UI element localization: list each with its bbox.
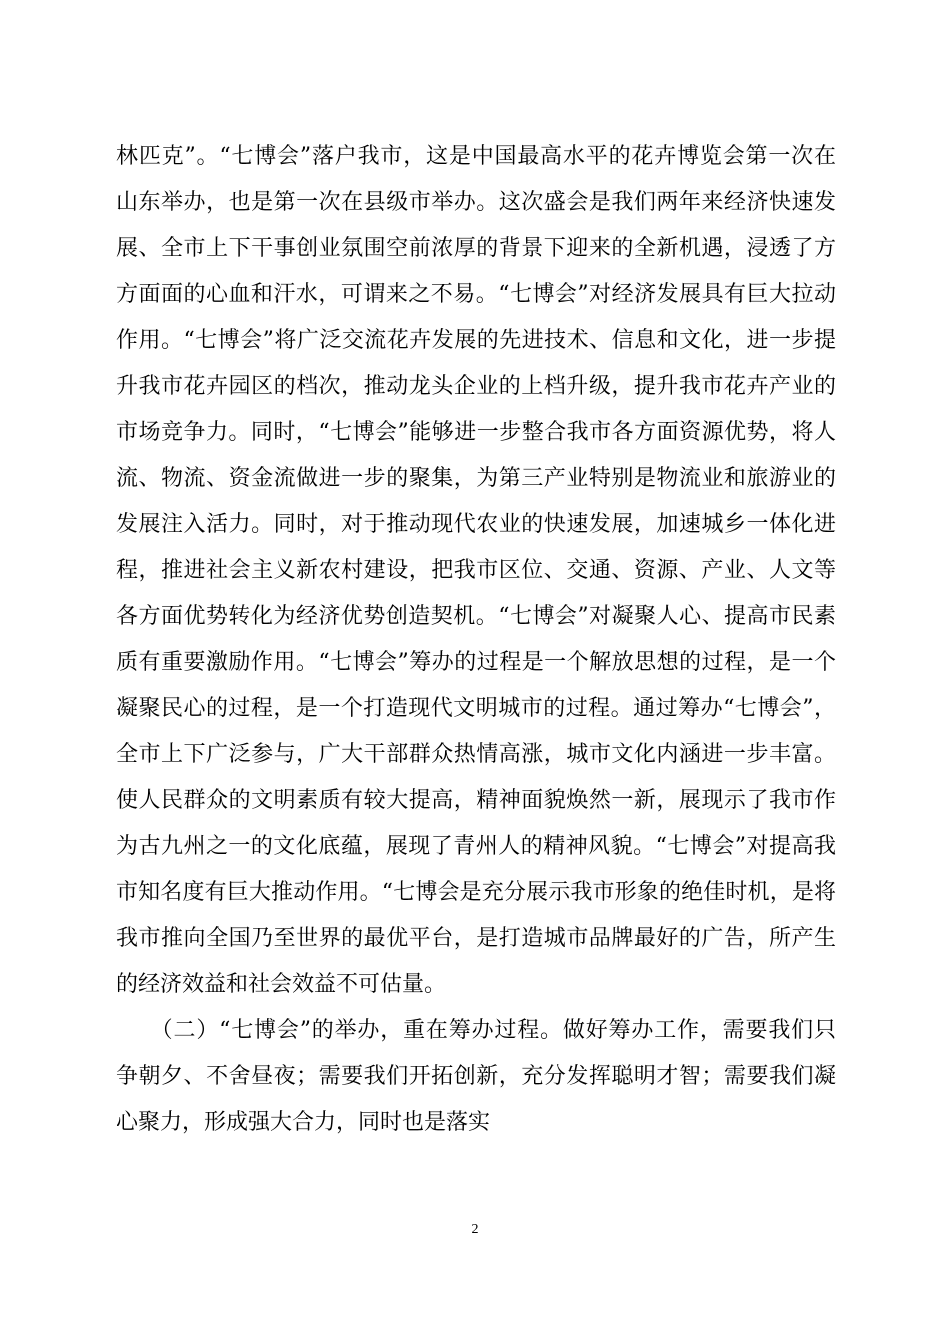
text-line: 流、物流、资金流做进一步的聚集，为第三产业特别是物流业和旅游业的 (116, 466, 836, 491)
text-line: 山东举办，也是第一次在县级市举办。这次盛会是我们两年来经济快速发 (116, 190, 836, 215)
text-line: 使人民群众的文明素质有较大提高，精神面貌焕然一新，展现示了我市作 (116, 788, 836, 813)
text-line: 市场竞争力。同时，“七博会”能够进一步整合我市各方面资源优势，将人 (116, 420, 836, 445)
text-line: 升我市花卉园区的档次，推动龙头企业的上档升级，提升我市花卉产业的 (116, 374, 836, 399)
text-line: 方面面的心血和汗水，可谓来之不易。“七博会”对经济发展具有巨大拉动 (116, 282, 836, 307)
text-line: 林匹克”。“七博会”落户我市，这是中国最高水平的花卉博览会第一次在 (116, 144, 836, 169)
text-line: 为古九州之一的文化底蕴，展现了青州人的精神风貌。“七博会”对提高我 (116, 834, 836, 859)
text-line: 质有重要激励作用。“七博会”筹办的过程是一个解放思想的过程，是一个 (116, 650, 836, 675)
page-number: 2 (471, 1222, 479, 1237)
text-line: 作用。“七博会”将广泛交流花卉发展的先进技术、信息和文化，进一步提 (116, 328, 836, 353)
text-line: 展、全市上下干事创业氛围空前浓厚的背景下迎来的全新机遇，浸透了方 (116, 236, 836, 261)
text-line: 我市推向全国乃至世界的最优平台，是打造城市品牌最好的广告，所产生 (116, 926, 836, 951)
text-line: 全市上下广泛参与，广大干部群众热情高涨，城市文化内涵进一步丰富。 (116, 742, 836, 767)
body-text (116, 134, 836, 1146)
text-line: 的经济效益和社会效益不可估量。 (116, 972, 447, 997)
text-line: 凝聚民心的过程，是一个打造现代文明城市的过程。通过筹办“七博会”， (116, 696, 836, 721)
text-line: 各方面优势转化为经济优势创造契机。“七博会”对凝聚人心、提高市民素 (116, 604, 836, 629)
text-line: 市知名度有巨大推动作用。“七博会是充分展示我市形象的绝佳时机，是将 (116, 880, 836, 905)
text-line: （二）“七博会”的举办，重在筹办过程。做好筹办工作，需要我们只 (116, 1018, 836, 1043)
text-line: 程，推进社会主义新农村建设，把我市区位、交通、资源、产业、人文等 (116, 558, 836, 583)
text-line: 心聚力，形成强大合力，同时也是落实 (116, 1110, 491, 1135)
text-line: 争朝夕、不舍昼夜；需要我们开拓创新，充分发挥聪明才智；需要我们凝 (116, 1064, 836, 1089)
text-line: 发展注入活力。同时，对于推动现代农业的快速发展，加速城乡一体化进 (116, 512, 836, 537)
